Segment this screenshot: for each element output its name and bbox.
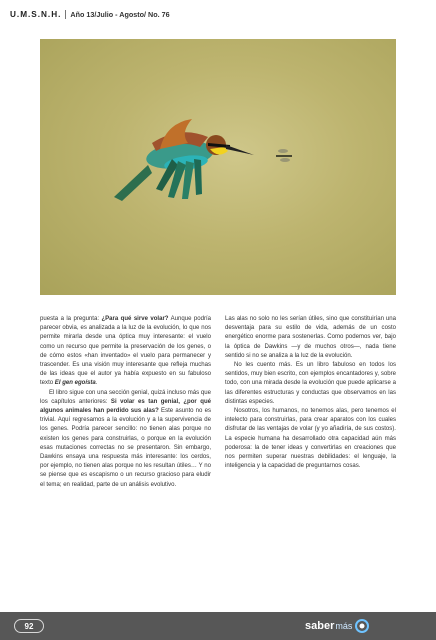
text-run: El libro sigue con una sección genial, quizá incluso más que los capítulos anteriores:	[40, 389, 211, 405]
page-header	[10, 6, 170, 22]
issue-info: Año 13/Julio - Agosto/ No. 76	[65, 10, 169, 19]
paragraph: Nosotros, los humanos, no tenemos alas, pero tenemos el intelecto para construirlas, para crear aparatos con los cuales disfrutar de las ventajas de volar (y yo añadiría, de sus costos). La especie humana ha desarrollado otra capacidad aún más poderosa: la de tener ideas y convertirlas en creaciones que nos permiten superar nuestras debilidades: el lenguaje, la inteligencia y la capacidad de preguntarnos cosas.	[225, 408, 396, 470]
bee-eater-illustration	[40, 39, 396, 295]
article-columns	[40, 315, 396, 490]
logo-suffix: más	[335, 621, 353, 631]
text-run: .	[95, 380, 98, 387]
column-right	[225, 315, 396, 490]
column-left	[40, 315, 211, 490]
insect	[276, 149, 292, 162]
bird-wing-feather	[194, 159, 202, 195]
paragraph	[40, 315, 211, 389]
paragraph	[40, 389, 211, 490]
paragraph: Las alas no solo no les serían útiles, sino que constituirían una desventaja para su estilo de vida, además de un costo energético enorme para sostenerlas. Como podemos ver, bajo la óptica de Dawkins —y de muchos otros—, nada tiene sentido si no se analiza a la luz de la evolución.	[225, 316, 396, 359]
sabermas-logo	[305, 618, 370, 634]
text-run: Aunque podría parecer obvia, es analizada a la luz de la evolución, lo que nos permite mirarla desde una óptica muy interesante: el vuelo como un recurso que permite la preservación de los genes, o de cómo estos «han inventado» el vuelo para permanecer y trascender. Es una visión muy interesante que refleja muchas de las ideas que el autor ya había expuesto en su fabuloso texto	[40, 316, 212, 387]
text-run: puesta a la pregunta:	[40, 316, 102, 322]
book-title: El gen egoísta	[54, 380, 96, 387]
bird-beak	[226, 145, 254, 155]
text-run: Este asunto no es trivial. Aquí regresamos a la evolución y a la supervivencia de los genes. Podría parecer sencillo: no tienen alas porque no existen los genes para construirlas, o porque en la evolución esas mutaciones correctas no se presentaron. Sin embargo, Dawkins ensaya una respuesta más interesante: los cerdos, por ejemplo, no tienen alas porque no les resultan útiles… Y no se piense que es escapismo o un recurso gracioso para eludir el tema; en realidad, parte de un análisis evolutivo.	[40, 408, 211, 488]
bold-question: ¿Para qué sirve volar?	[101, 316, 169, 322]
logo-swirl-icon	[354, 618, 370, 634]
bird-tail	[114, 165, 152, 201]
bird-photo	[40, 39, 396, 295]
page-footer	[0, 612, 436, 640]
paragraph: No les cuento más. Es un libro fabuloso en todos los sentidos, muy bien escrito, con ejemplos encantadores y, sobre todo, con una mirada desde la evolución que puede aplicarse a las diferentes estructuras y conductas que observamos en las distintas especies.	[225, 362, 396, 405]
page-number: 92	[14, 619, 44, 633]
journal-brand: U.M.S.N.H.	[10, 9, 62, 19]
bold-question: Si volar es tan genial, ¿por qué algunos animales han perdido sus alas?	[40, 398, 211, 415]
logo-main: saber	[305, 620, 335, 632]
